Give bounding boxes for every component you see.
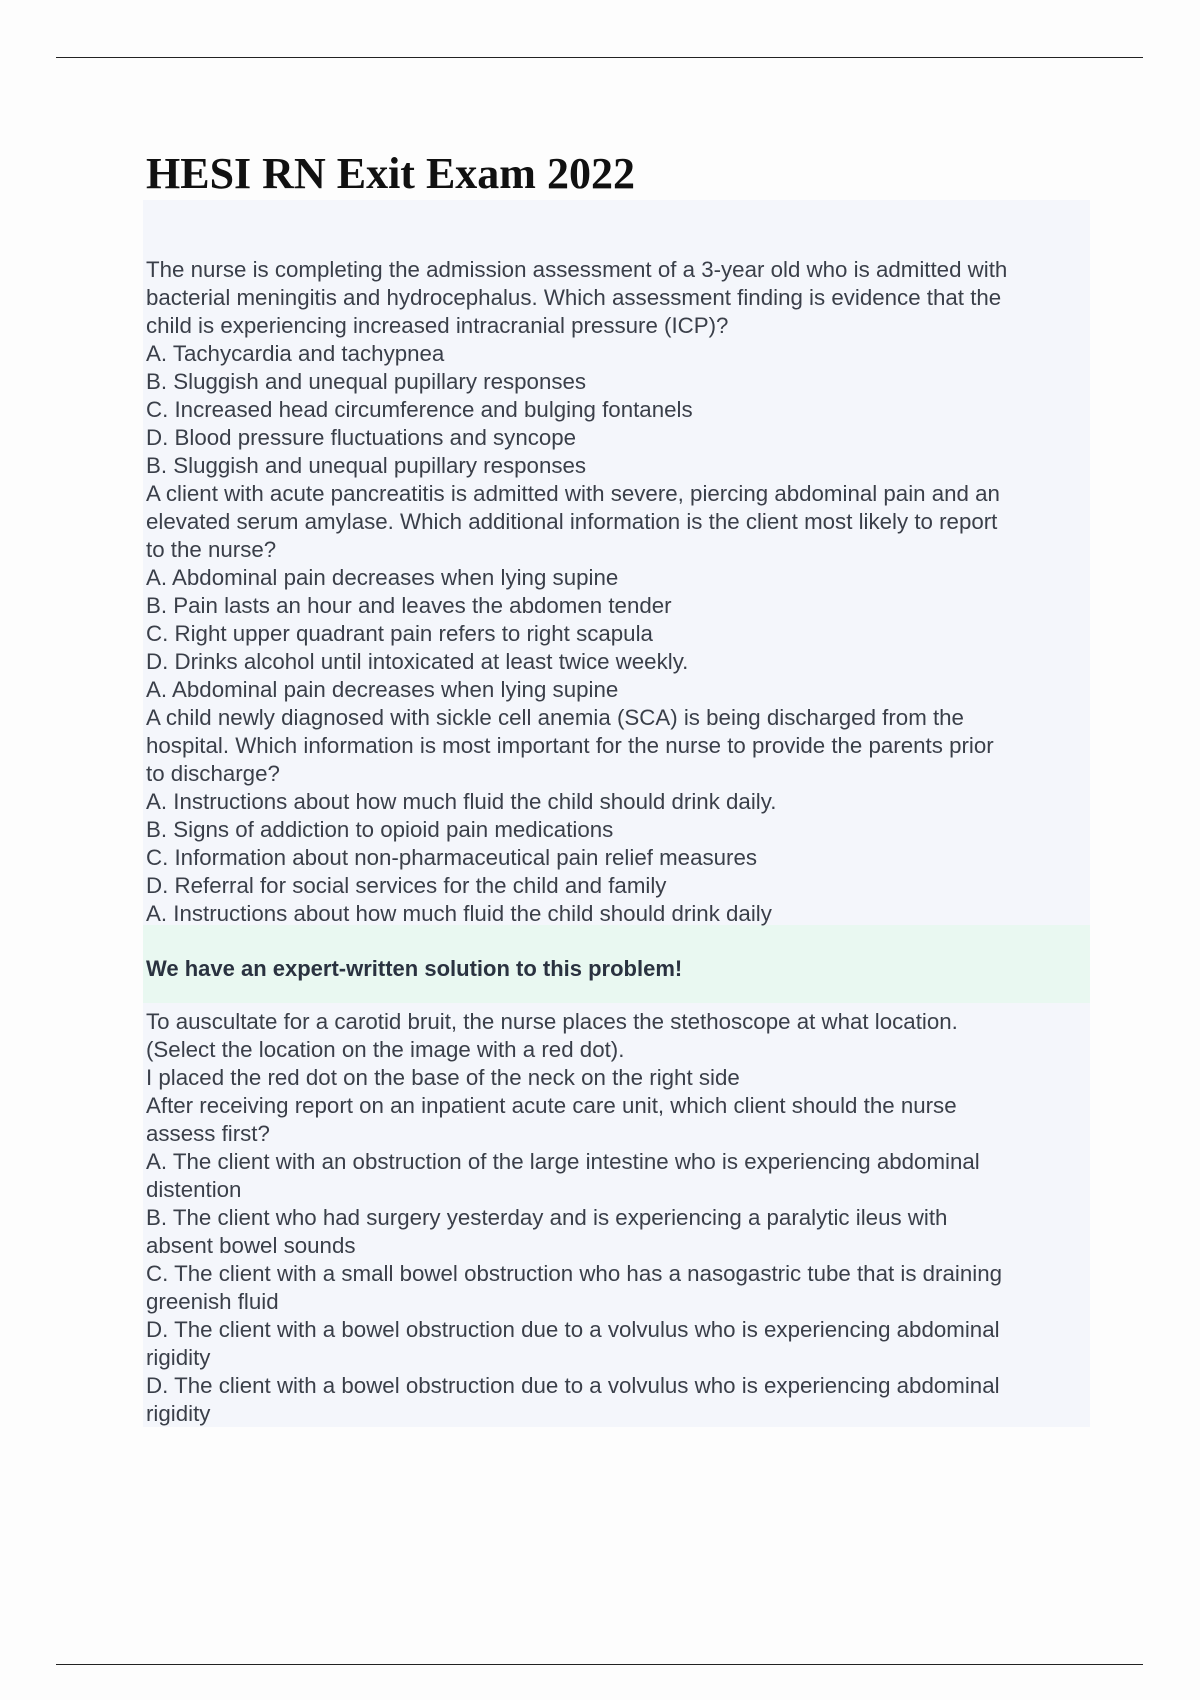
header-rule [56, 57, 1143, 58]
text-line: D. Blood pressure fluctuations and syncope [146, 425, 577, 450]
text-line: rigidity [146, 1401, 211, 1426]
text-line: hospital. Which information is most important for the nurse to provide the parents prior [146, 733, 994, 758]
question-block-upper [146, 256, 1086, 928]
text-line: D. Referral for social services for the child and family [146, 873, 667, 898]
text-line: assess first? [146, 1121, 270, 1146]
text-line: B. Signs of addiction to opioid pain medications [146, 817, 614, 842]
text-line: A. Instructions about how much fluid the child should drink daily. [146, 789, 777, 814]
text-line: The nurse is completing the admission assessment of a 3-year old who is admitted with [146, 257, 1008, 282]
footer-rule [56, 1664, 1143, 1665]
text-line: A child newly diagnosed with sickle cell anemia (SCA) is being discharged from the [146, 705, 964, 730]
text-line: to discharge? [146, 761, 280, 786]
text-line: to the nurse? [146, 537, 277, 562]
text-line: A. Instructions about how much fluid the child should drink daily [146, 901, 772, 926]
text-line: bacterial meningitis and hydrocephalus. Which assessment finding is evidence that the [146, 285, 1002, 310]
text-line: absent bowel sounds [146, 1233, 356, 1258]
text-line: D. The client with a bowel obstruction due to a volvulus who is experiencing abdominal [146, 1317, 1000, 1342]
text-line: I placed the red dot on the base of the neck on the right side [146, 1065, 740, 1090]
text-line: A. Abdominal pain decreases when lying supine [146, 565, 619, 590]
text-line: distention [146, 1177, 242, 1202]
text-line: (Select the location on the image with a red dot). [146, 1037, 625, 1062]
question-block-lower [146, 1008, 1086, 1428]
text-line: To auscultate for a carotid bruit, the nurse places the stethoscope at what location. [146, 1009, 958, 1034]
text-line: A. The client with an obstruction of the large intestine who is experiencing abdominal [146, 1149, 980, 1174]
text-line: A. Tachycardia and tachypnea [146, 341, 445, 366]
text-line: A. Abdominal pain decreases when lying supine [146, 677, 619, 702]
text-line: C. Right upper quadrant pain refers to right scapula [146, 621, 653, 646]
text-line: C. The client with a small bowel obstruction who has a nasogastric tube that is draining [146, 1261, 1002, 1286]
text-line: B. Sluggish and unequal pupillary responses [146, 453, 587, 478]
text-line: D. Drinks alcohol until intoxicated at least twice weekly. [146, 649, 689, 674]
text-line: C. Increased head circumference and bulging fontanels [146, 397, 693, 422]
text-line: After receiving report on an inpatient acute care unit, which client should the nurse [146, 1093, 957, 1118]
solution-banner-text: We have an expert-written solution to this problem! [146, 956, 683, 981]
text-line: A client with acute pancreatitis is admitted with severe, piercing abdominal pain and an [146, 481, 1000, 506]
text-line: greenish fluid [146, 1289, 279, 1314]
text-line: B. Sluggish and unequal pupillary responses [146, 369, 587, 394]
text-line: rigidity [146, 1345, 211, 1370]
text-line: B. The client who had surgery yesterday and is experiencing a paralytic ileus with [146, 1205, 948, 1230]
text-line: B. Pain lasts an hour and leaves the abdomen tender [146, 593, 672, 618]
document-title: HESI RN Exit Exam 2022 [146, 149, 635, 198]
text-line: elevated serum amylase. Which additional information is the client most likely to report [146, 509, 998, 534]
text-line: child is experiencing increased intracranial pressure (ICP)? [146, 313, 729, 338]
text-line: D. The client with a bowel obstruction due to a volvulus who is experiencing abdominal [146, 1373, 1000, 1398]
text-line: C. Information about non-pharmaceutical pain relief measures [146, 845, 758, 870]
